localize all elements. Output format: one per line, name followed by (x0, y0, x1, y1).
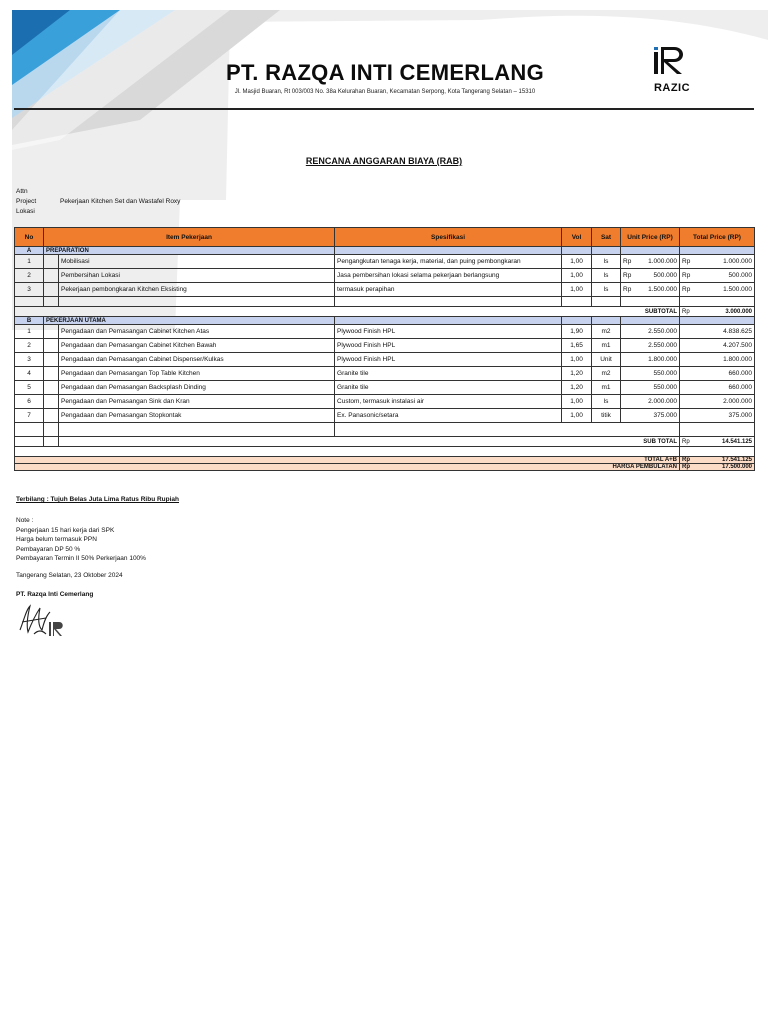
row-unit-price: 550.000 (653, 370, 678, 377)
row-unit-price: 375.000 (653, 412, 678, 419)
currency-label: Rp (623, 258, 632, 265)
currency-label: Rp (623, 286, 632, 293)
col-spec: Spesifikasi (335, 228, 562, 247)
total-label: TOTAL A+B (15, 457, 680, 464)
subtotal-row-b (15, 437, 755, 447)
signature-icon (16, 600, 68, 640)
row-total-price: 1.800.000 (723, 356, 753, 363)
amount-in-words: Terbilang : Tujuh Belas Juta Lima Ratus Ribu Rupiah (16, 496, 179, 503)
row-no: 7 (15, 409, 44, 423)
row-item: Pengadaan dan Pemasangan Cabinet Dispenser/Kulkas (59, 353, 335, 367)
logo-text: RAZIC (653, 82, 691, 94)
attn-label: Attn (16, 188, 28, 195)
row-vol: 1,20 (562, 367, 592, 381)
currency-label: Rp (682, 308, 690, 315)
spacer-row (15, 447, 755, 457)
spacer-row (15, 297, 755, 307)
currency-label: Rp (623, 272, 632, 279)
rounded-price-row (15, 464, 755, 471)
row-spec: termasuk perapihan (335, 283, 562, 297)
row-sat: m1 (592, 339, 621, 353)
table-row (15, 339, 755, 353)
row-sat: ls (592, 269, 621, 283)
row-spec: Granite tile (335, 367, 562, 381)
subtotal-value: 14.541.125 (721, 438, 753, 445)
note-label: Note : (16, 517, 34, 524)
row-total-price: 2.000.000 (723, 398, 753, 405)
note-item: Pengerjaan 15 hari kerja dari SPK (16, 526, 115, 534)
row-no: 5 (15, 381, 44, 395)
subtotal-label: SUBTOTAL (15, 307, 680, 317)
table-row (15, 269, 755, 283)
currency-label: Rp (682, 258, 691, 265)
section-header-b (15, 317, 755, 325)
row-item: Pengadaan dan Pemasangan Backsplash Dinding (59, 381, 335, 395)
row-spec: Plywood Finish HPL (335, 353, 562, 367)
row-sat: Unit (592, 353, 621, 367)
row-spec: Pengangkutan tenaga kerja, material, dan puing pembongkaran (335, 255, 562, 269)
note-item: Pembayaran Termin II 50% Perkerjaan 100% (16, 555, 146, 562)
row-spec: Custom, termasuk instalasi air (335, 395, 562, 409)
row-sat: ls (592, 255, 621, 269)
row-spec: Granite tile (335, 381, 562, 395)
table-row (15, 353, 755, 367)
row-no: 2 (15, 339, 44, 353)
row-no: 6 (15, 395, 44, 409)
row-no: 1 (15, 255, 44, 269)
row-vol: 1,00 (562, 409, 592, 423)
row-total-price: 4.838.625 (723, 328, 753, 335)
spacer-row (15, 423, 755, 437)
signer-company: PT. Razqa Inti Cemerlang (16, 591, 94, 598)
note-item: Pembayaran DP 50 % (16, 545, 81, 553)
row-vol: 1,00 (562, 395, 592, 409)
row-sat: m2 (592, 367, 621, 381)
rounded-value: 17.500.000 (721, 464, 753, 470)
row-vol: 1,20 (562, 381, 592, 395)
row-total-price: 660.000 (728, 384, 753, 391)
row-item: Pengadaan dan Pemasangan Top Table Kitchen (59, 367, 335, 381)
row-item: Mobilisasi (59, 255, 335, 269)
row-total-price: 1.500.000 (723, 286, 753, 293)
section-code: A (15, 247, 44, 255)
col-item: Item Pekerjaan (44, 228, 335, 247)
table-row (15, 255, 755, 269)
row-no: 3 (15, 283, 44, 297)
table-row (15, 325, 755, 339)
note-item: Harga belum termasuk PPN (16, 536, 97, 543)
section-header-a (15, 247, 755, 255)
currency-label: Rp (682, 272, 691, 279)
col-vol: Vol (562, 228, 592, 247)
lokasi-label: Lokasi (16, 208, 35, 215)
subtotal-row-a (15, 307, 755, 317)
total-row (15, 457, 755, 464)
header-divider (14, 108, 754, 110)
row-vol: 1,90 (562, 325, 592, 339)
currency-label: Rp (682, 438, 690, 445)
row-no: 1 (15, 325, 44, 339)
document-title: RENCANA ANGGARAN BIAYA (RAB) (305, 156, 463, 166)
row-item: Pengadaan dan Pemasangan Stopkontak (59, 409, 335, 423)
project-value: Pekerjaan Kitchen Set dan Wastafel Roxy (60, 198, 181, 205)
row-unit-price: 550.000 (653, 384, 678, 391)
row-sat: m2 (592, 325, 621, 339)
table-header-row (15, 228, 755, 247)
subtotal-label: SUB TOTAL (59, 437, 680, 447)
row-vol: 1,00 (562, 283, 592, 297)
row-unit-price: 1.800.000 (648, 356, 678, 363)
section-title: PEKERJAAN UTAMA (44, 317, 335, 325)
row-item: Pengadaan dan Pemasangan Cabinet Kitchen Atas (59, 325, 335, 339)
project-label: Project (16, 198, 37, 205)
row-sat: ls (592, 283, 621, 297)
rab-table (14, 227, 755, 471)
table-row (15, 283, 755, 297)
row-total-price: 4.207.500 (723, 342, 753, 349)
row-unit-price: 500.000 (653, 272, 678, 279)
table-row (15, 395, 755, 409)
currency-label: Rp (682, 464, 691, 470)
col-total-price: Total Price (RP) (680, 228, 755, 247)
row-item: Pengadaan dan Pemasangan Sink dan Kran (59, 395, 335, 409)
row-vol: 1,00 (562, 255, 592, 269)
row-sat: ls (592, 395, 621, 409)
rounded-label: HARGA PEMBULATAN (15, 464, 680, 471)
row-spec: Ex. Panasonic/setara (335, 409, 562, 423)
row-unit-price: 2.000.000 (648, 398, 678, 405)
section-code: B (15, 317, 44, 325)
row-spec: Plywood Finish HPL (335, 339, 562, 353)
col-no: No (15, 228, 44, 247)
row-item: Pengadaan dan Pemasangan Cabinet Kitchen Bawah (59, 339, 335, 353)
row-item: Pekerjaan pembongkaran Kitchen Eksisting (59, 283, 335, 297)
row-vol: 1,00 (562, 269, 592, 283)
row-no: 3 (15, 353, 44, 367)
row-total-price: 500.000 (728, 272, 753, 279)
row-unit-price: 2.550.000 (648, 342, 678, 349)
table-row (15, 381, 755, 395)
row-total-price: 375.000 (728, 412, 753, 419)
row-item: Pembersihan Lokasi (59, 269, 335, 283)
row-unit-price: 1.000.000 (648, 258, 678, 265)
row-unit-price: 1.500.000 (648, 286, 678, 293)
row-sat: m1 (592, 381, 621, 395)
row-vol: 1,00 (562, 353, 592, 367)
table-row (15, 409, 755, 423)
row-spec: Plywood Finish HPL (335, 325, 562, 339)
row-spec: Jasa pembersihan lokasi selama pekerjaan berlangsung (335, 269, 562, 283)
row-total-price: 660.000 (728, 370, 753, 377)
subtotal-value: 3.000.000 (725, 308, 753, 315)
row-total-price: 1.000.000 (723, 258, 753, 265)
row-no: 2 (15, 269, 44, 283)
company-name: PT. RAZQA INTI CEMERLANG (225, 60, 545, 85)
company-address: Jl. Masjid Buaran, Rt 003/003 No. 38a Kelurahan Buaran, Kecamatan Serpong, Kota Tangerang Selatan – 15310 (234, 89, 536, 95)
row-sat: titik (592, 409, 621, 423)
place-date: Tangerang Selatan, 23 Oktober 2024 (16, 572, 123, 579)
col-unit-price: Unit Price (RP) (621, 228, 680, 247)
table-row (15, 367, 755, 381)
row-unit-price: 2.550.000 (648, 328, 678, 335)
col-sat: Sat (592, 228, 621, 247)
row-vol: 1,65 (562, 339, 592, 353)
currency-label: Rp (682, 457, 691, 463)
currency-label: Rp (682, 286, 691, 293)
total-value: 17.541.125 (721, 457, 753, 463)
row-no: 4 (15, 367, 44, 381)
notes-block (16, 516, 146, 564)
section-title: PREPARATION (44, 247, 335, 255)
